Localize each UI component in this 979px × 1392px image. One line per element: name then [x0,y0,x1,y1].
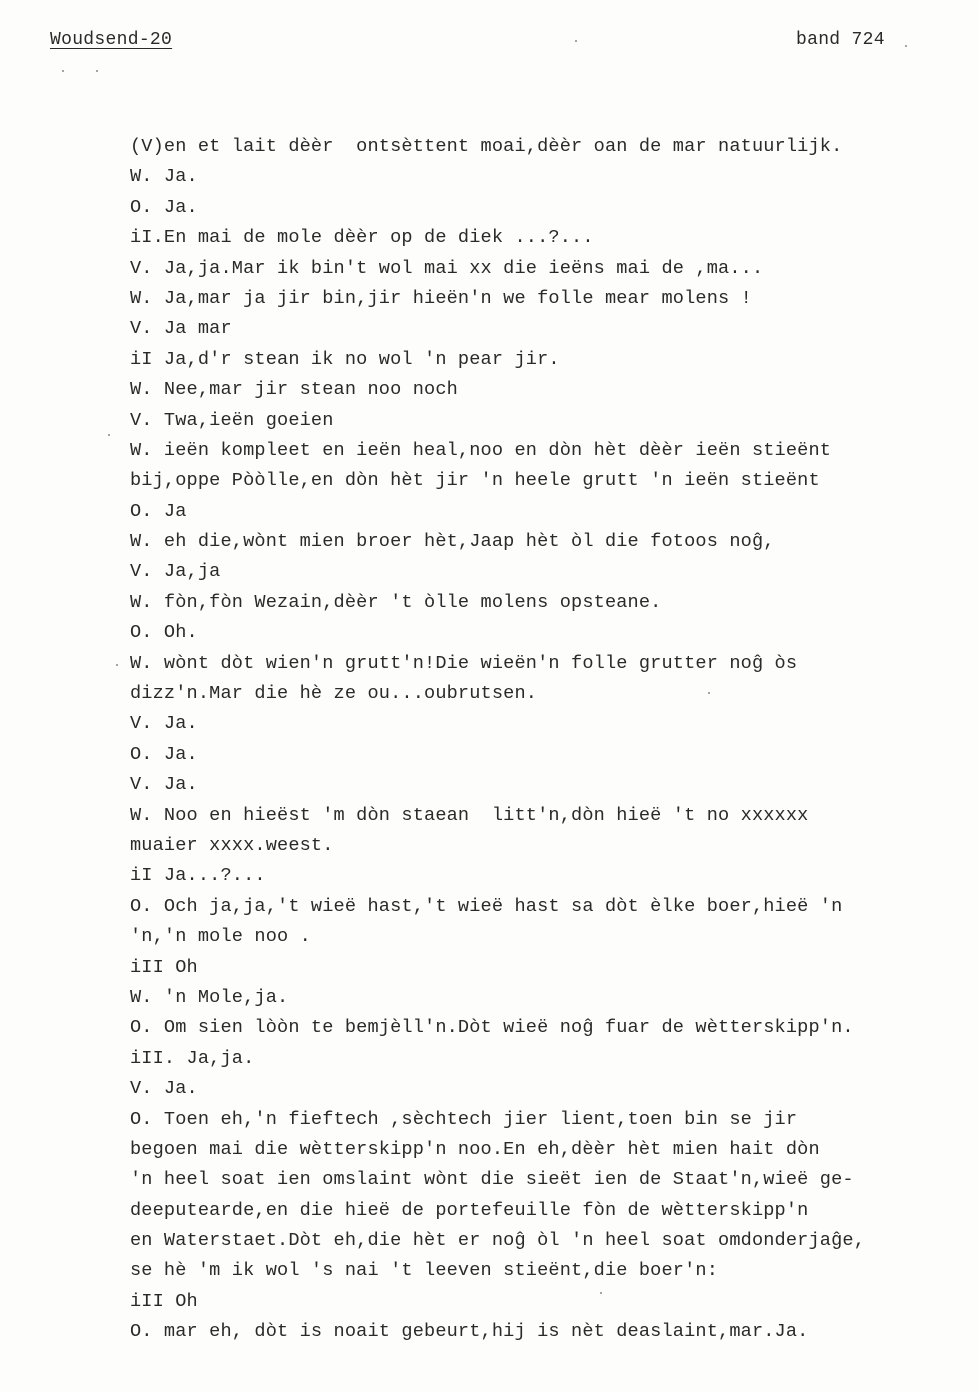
scan-speck [575,40,577,42]
transcript-line: deeputearde,en die hieë de portefeuille fòn de wètterskipp'n [130,1199,809,1221]
transcript-line: 'n,'n mole noo . [130,926,311,948]
transcript-line: V. Ja. [130,713,198,735]
transcript-line: iI Ja...?... [130,865,266,887]
scan-speck [708,692,710,694]
transcript-line: O. Ja. [130,743,198,765]
transcript-line: iI Ja,d'r stean ik no wol 'n pear jir. [130,348,560,370]
transcript-line: iII Oh [130,1290,198,1312]
transcript-line: O. Ja. [130,196,198,218]
transcript-line: O. Om sien lòòn te bemjèll'n.Dòt wieë noĝ fuar de wètterskipp'n. [130,1017,854,1039]
tape-number: band 724 [796,30,885,50]
scan-speck [116,664,118,666]
transcript-line: O. Och ja,ja,'t wieë hast,'t wieë hast sa dòt èlke boer,hieë 'n [130,895,843,917]
transcript-line: muaier xxxx.weest. [130,834,334,856]
transcript-line: V. Twa,ieën goeien [130,409,334,431]
transcript-line: V. Ja,ja.Mar ik bin't wol mai xx die ieëns mai de ,ma... [130,257,764,279]
scan-speck [600,1292,602,1294]
transcript-line: (V)en et lait dèèr ontsèttent moai,dèèr oan de mar natuurlijk. [130,136,843,157]
transcript-line: O. Ja [130,500,187,522]
transcript-line: W. Noo en hieëst 'm dòn staean litt'n,dòn hieë 't no xxxxxx [130,804,809,826]
transcript-line: 'n heel soat ien omslaint wònt die sieët ien de Staat'n,wieë ge- [130,1169,854,1191]
transcript-line: W. ieën kompleet en ieën heal,noo en dòn hèt dèèr ieën stieënt [130,439,832,461]
transcript-line: O. Oh. [130,622,198,644]
transcript-line: en Waterstaet.Dòt eh,die hèt er noĝ òl 'n heel soat omdonderjaĝe, [130,1230,866,1252]
transcript-line: W. Ja,mar ja jir bin,jir hieën'n we folle mear molens ! [130,287,752,309]
transcript-line: iI.En mai de mole dèèr op de diek ...?... [130,227,594,249]
transcript-line: W. wònt dòt wien'n grutt'n!Die wieën'n folle grutter noĝ òs [130,652,798,674]
transcript-line: W. Nee,mar jir stean noo noch [130,379,458,401]
transcript-line: bij,oppe Pòòlle,en dòn hèt jir 'n heele grutt 'n ieën stieënt [130,470,820,492]
transcript-line: O. mar eh, dòt is noait gebeurt,hij is nèt deaslaint,mar.Ja. [130,1321,809,1343]
scan-speck [108,434,110,436]
transcript-line: W. Ja. [130,166,198,188]
transcript-line: iII Oh [130,956,198,978]
transcript-line: O. Toen eh,'n fieftech ,sèchtech jier lient,toen bin se jir [130,1108,798,1130]
transcript-line: V. Ja mar [130,318,232,340]
transcript-line: V. Ja. [130,774,198,796]
transcript-line: dizz'n.Mar die hè ze ou...oubrutsen. [130,683,538,705]
scan-speck [905,45,907,47]
transcript-line: V. Ja. [130,1078,198,1100]
transcript-line: W. 'n Mole,ja. [130,986,289,1008]
scan-speck [96,70,98,72]
transcript-line: W. fòn,fòn Wezain,dèèr 't òlle molens opsteane. [130,591,662,613]
transcript-line: W. eh die,wònt mien broer hèt,Jaap hèt òl die fotoos noĝ, [130,531,775,553]
transcript [130,132,950,1348]
location-heading: Woudsend-20 [50,30,173,50]
transcript-line: V. Ja,ja [130,561,221,583]
transcript-line: se hè 'm ik wol 's nai 't leeven stieënt,die boer'n: [130,1260,719,1282]
transcript-line: begoen mai die wètterskipp'n noo.En eh,dèèr hèt mien hait dòn [130,1138,820,1160]
transcript-line: iII. Ja,ja. [130,1047,255,1069]
scan-speck [62,70,64,72]
